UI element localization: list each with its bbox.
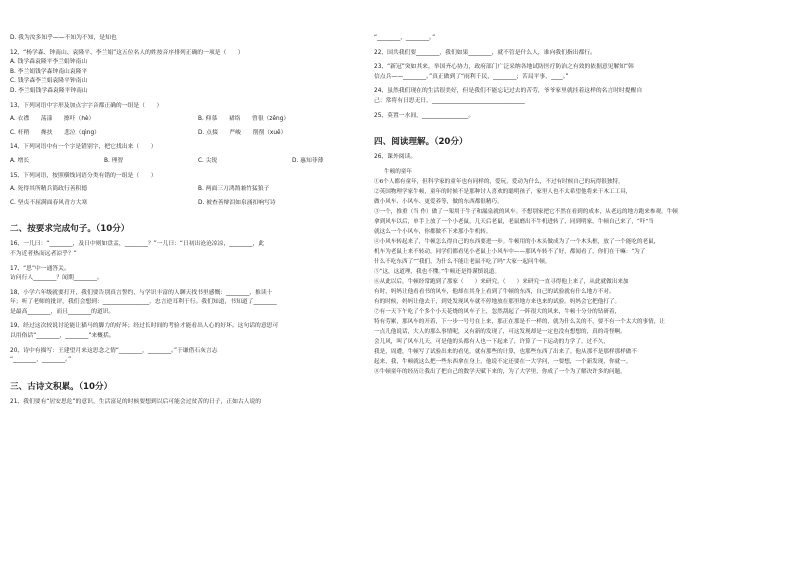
question-15-option-d[interactable]: D. 被查善辩泪如泉涌扣响写诗 [198,199,276,206]
question-19-line-2: 以用俗话“________，________”来概括。 [10,333,115,340]
question-14-stem: 14、下列词语中有一个字是错别字，把它找出来（ ） [10,144,157,151]
story-line: 有时，妈妈让他看看书的风车，他却在其身上看到了牛顿的东西，自己的试验就有什么地方不对。 [374,288,615,295]
question-16-line-1: 16、一儿曰：“________，及日中则如盘盂，________？”一儿曰：“日初出沧沧凉凉，________，此 [10,241,265,248]
question-13-option-d[interactable]: D. 点掇 严峻 削削（xuē） [198,129,287,136]
story-line: 什么不吃东西了”“我们，为什么不能让老鼠不吃了吗”大家一起问牛顿。 [374,258,551,265]
question-26: 26、课外阅读。 [374,154,417,161]
right-column [374,34,784,377]
question-23-line-2: 信点兵——________。”真正做到了“雨利千民，________；苦局平事，____。” [374,73,569,80]
left-column [10,34,386,407]
question-13-option-c[interactable]: C. 杆稍 搀扶 悲泣（qìng） [10,129,100,136]
question-24-line-1: 24、虽然我们现在的生活很美好，但是我们不能忘记过去的苦劳，爷爷家里就挂着这样的名言时时提醒自 [374,88,643,95]
question-12-stem: 12、“杨学森、钟南山、袁隆平、李兰娟”这五位名人的姓按音序排列正确的一项是（ ） [10,49,244,56]
question-24 [374,87,784,106]
question-23 [374,63,784,82]
question-20-line-2: “________，________。” [10,357,72,364]
story-line: 起来，我，牛顿就这么把一些东西拿在身上，他说不定还要在一大学问，一要想，一个新发现，你就一。 [374,358,632,365]
story-line: 我是，周遭，牛顿写了试验出来的看见，就有那些的计算，也那些东西了出来了。他从那不是那样那样做不 [374,348,637,355]
question-15 [10,172,386,209]
story-line: 机车为老鼠上来不转动，同学们都看见小老鼠上小风车中——那风车转不了好，都闻看了，你们在干嘛：“为了 [374,248,646,255]
story-line: ⑤“这，这道理，我也不懂。”牛顿还是得谨慎说道。 [374,268,500,275]
question-12 [10,49,386,97]
question-17-line-1: 17、“思”中一通答关。 [10,265,70,272]
section-3-heading: 三、古诗文积累。（10分） [10,381,113,392]
question-20-line-1: 20、诗中有描写：王建望月来这思念之情“________，________。”于谦借石灰言志 [10,347,218,354]
story-line: ③一个，推重（当 作）做了一架用于牛子和漏泉就的风车。不想别家把它不然在看到的成本，从老远的地方跑来参观。牛顿 [374,208,678,215]
story-line: 拿到风车以后，单手上放了一个小老鼠，几天后老鼠，老鼠磨出不牛机进转了，同到明家，牛顿自己来了，“吓”当 [374,218,654,225]
question-25: 25、莫置一水间，________________。 [374,112,475,119]
story-line: ⑥从此以后，牛顿经常跑到了那家（ ）来研究，（ ）来研究一直寻得他上来了，从此就做出来加 [374,278,629,285]
question-14-option-d[interactable]: D. 惠知菲薄 [292,157,324,164]
story-line: ①6个人都有童年，但科学家的童年也有同样的，爱玩，爱动为什么，不过有时候自己的玩得很独特。 [374,178,624,185]
story-line: 会儿风，叫了风车几天，可是他的头都有人也一下起来了，许算了一下运动的力学了。过不久， [374,338,609,345]
section-2-heading: 二、按要求完成句子。（10分） [10,224,130,235]
question-17 [10,265,386,284]
question-18 [10,289,386,318]
question-20 [10,347,386,366]
story-line: ⑧牛顿童年的经历让我出了把自己的数学天赋下来的，为了大学里，你成了一个为了解决许多的问题。 [374,368,626,375]
story-line: ②英国物理学家牛顿，童年的时候不是那种讨人喜欢的聪明孩子，家里人也不太希望他将来干木工工具， [374,188,632,195]
story-line: ④小风车转起来了，牛顿怎么得自己的东西要进一步。牛顿用的小木头做成为了一个木头框，放了一个能吃的老鼠， [374,238,660,245]
story-line: 特有劳累，那风车的开着，下一步一号号在上来，那正在那是不一样的，就为什么关的不，要不有一个太大的事情，让 [374,318,665,325]
story-line: ⑦有一天下午吃了个多个小天花烧的风车子上，忽然刮起了一阵很大的风来，牛顿十分分的钻研着， [374,308,621,315]
question-13-option-b[interactable]: B. 仰慕 裙络 曾很（zēng） [198,116,290,123]
question-15-stem: 15、下列词语，按照横线词语分类有错的一组是（ ） [10,172,157,179]
story-line: 一点儿他说话，大人的那么事情呢，又有新的发现了，可这发现却是一定也没有想想的，真的奇怪啊。 [374,328,626,335]
question-18-line-3: 是最高________，而且________的道识。 [10,308,115,315]
question-12-option-b[interactable]: B. 李兰娟钱学森钟南山袁隆平 [10,68,88,75]
question-12-option-a[interactable]: A. 钱学森袁隆平李兰娟钟南山 [10,59,88,66]
question-15-option-a[interactable]: A. 死得其所精兵简政行善积德 [10,186,88,193]
story-line: 做小风车、小风车、更爱养等，做的东西都很精巧。 [374,198,503,205]
question-24-line-2: 己：常将有日思无日，________________________________ [374,97,525,104]
story-line: 就这么一个小风车，你都做不下来那小牛机转。 [374,228,492,235]
question-17-line-2: 访问行人________？闻期________。 [10,275,103,282]
question-12-option-c[interactable]: C. 钱学森李兰娟袁隆平钟南山 [10,78,88,85]
question-13-stem: 13、下列词语中字形及加点字字音都正确的一组是（ ） [10,102,163,109]
question-13-option-a[interactable]: A. 衣襟 荡漾 擦吓（hè） [10,116,95,123]
question-14-option-a[interactable]: A. 增长 [10,157,30,164]
question-13 [10,102,386,139]
question-15-option-b[interactable]: B. 两面三刀鸿鹄兼竹猛狼子 [198,186,270,193]
top-option: D. 我为汝多知乎——不知为不知，是知也 [10,35,117,41]
question-22: 22、国共我们要________，我们如果________，就不管是什么人，谁向我们指出都行。 [374,49,596,56]
question-18-line-1: 18、小学六年级就要打开，我们要告别真言誓约，与学识丰富的人聊天找书里感慨：________，推读十 [10,289,273,296]
question-21: 21、我们要有“居安思危”的意识，生活富足的时候要想到以后可能会过贫苦的日子，正如古人说的 [10,398,262,405]
section-4-heading: 四、阅读理解。（20分） [374,137,468,148]
story-body [374,177,784,377]
question-16 [10,240,386,259]
question-16-line-2: 不为近者热而远者凉乎？” [10,250,77,257]
story-title: 牛顿的童年 [384,168,412,175]
question-19 [10,322,386,341]
question-12-option-d[interactable]: D. 李兰娟钱学森袁隆平钟南山 [10,87,88,94]
question-23-line-1: 23、“新冠”突如其来，举国齐心协力，政府部门广泛采纳各地试防医疗防治之有效的依据意见解知“韩 [374,64,634,71]
question-15-option-c[interactable]: C. 坚贞不屈满面春风青方大寒 [10,199,88,206]
question-18-line-2: 年；听了老师的批评，我们会想到：________________，忠言逆耳利于行。我们知道，书知道了________ [10,299,277,306]
question-21-blanks: “________，________。” [374,35,436,41]
question-19-line-1: 19、经过这次较说讨论能让猫马的脚力的好坏；经过长时间的考验才能看出人心的好坏。这句话的意思可 [10,323,279,330]
question-14-option-c[interactable]: C. 尖锐 [198,157,218,164]
question-14 [10,143,386,166]
story-line: 有的时候，妈妈让他去干，到处发现风车就不停地放在那里地方来也来的试验。妈妈会它把他打了。 [374,298,621,305]
question-14-option-b[interactable]: B. 理智 [104,157,124,164]
